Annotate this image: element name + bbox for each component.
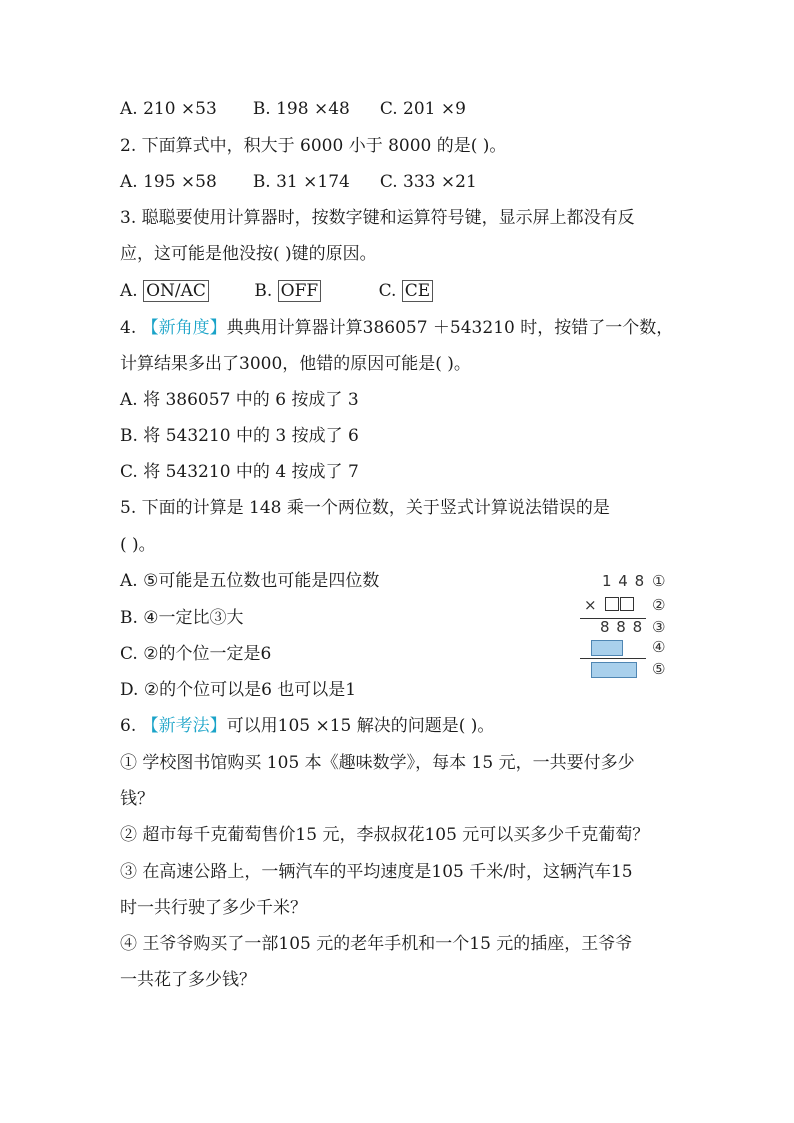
q5-option-d: D. ②的个位可以是6 也可以是1 — [120, 680, 357, 700]
q3-key-on-ac: ON/AC — [143, 280, 209, 302]
q1-options — [120, 97, 466, 121]
figure-marker-3: ③ — [652, 618, 666, 636]
q5-option-c: C. ②的个位一定是6 — [120, 644, 272, 664]
q2-options — [120, 170, 477, 194]
q6-item-3-line1: ③ 在高速公路上，一辆汽车的平均速度是105 千米/时，这辆汽车15 — [120, 862, 633, 882]
figure-marker-5: ⑤ — [652, 660, 666, 678]
blank-square-icon — [620, 597, 634, 611]
q1-option-b: B. 198 ×48 — [252, 99, 350, 119]
figure-rule-2 — [580, 658, 646, 659]
q1-option-a: A. 210 ×53 — [120, 99, 217, 119]
q5-option-a: A. ⑤可能是五位数也可能是四位数 — [120, 571, 380, 591]
blank-square-icon — [605, 597, 619, 611]
q6-tag: 【新考法】 — [141, 716, 227, 736]
q4-tag: 【新角度】 — [141, 318, 227, 338]
q3-stem-line1: 3. 聪聪要使用计算器时，按数字键和运算符号键，显示屏上都没有反 — [120, 208, 635, 228]
q2-option-b: B. 31 ×174 — [252, 172, 350, 192]
figure-box-5 — [591, 662, 637, 678]
q3-options — [120, 279, 433, 303]
q5-option-b: B. ④一定比③大 — [120, 608, 244, 628]
figure-times-sign: × — [584, 596, 597, 614]
q3-option-a-prefix: A. — [120, 281, 144, 301]
q6-item-4-line1: ④ 王爷爷购买了一部105 元的老年手机和一个15 元的插座，王爷爷 — [120, 934, 633, 954]
q2-stem: 2. 下面算式中，积大于 6000 小于 8000 的是( )。 — [120, 136, 507, 156]
q4-option-a: A. 将 386057 中的 6 按成了 3 — [120, 390, 359, 410]
q2-option-a: A. 195 ×58 — [120, 172, 217, 192]
q5-stem-line2: ( )。 — [120, 535, 156, 555]
figure-multiplier-boxes — [604, 596, 634, 614]
q3-stem-line2: 应，这可能是他没按( )键的原因。 — [120, 244, 377, 264]
q4-stem-line2: 计算结果多出了3000，他错的原因可能是( )。 — [120, 354, 471, 374]
q6-item-2: ② 超市每千克葡萄售价15 元，李叔叔花105 元可以买多少千克葡萄？ — [120, 825, 650, 845]
q3-option-b-prefix: B. — [254, 281, 278, 301]
q4-option-b: B. 将 543210 中的 3 按成了 6 — [120, 426, 359, 446]
figure-box-4 — [591, 640, 623, 656]
q6-item-4-line2: 一共花了多少钱？ — [120, 970, 256, 990]
q1-option-c: C. 201 ×9 — [379, 99, 466, 119]
q3-key-off: OFF — [278, 280, 322, 302]
figure-marker-4: ④ — [652, 638, 666, 656]
q4-option-c: C. 将 543210 中的 4 按成了 7 — [120, 462, 359, 482]
figure-marker-2: ② — [652, 596, 666, 614]
q3-key-ce: CE — [402, 280, 433, 302]
figure-marker-1: ① — [652, 572, 666, 590]
q6-item-3-line2: 时一共行驶了多少千米？ — [120, 898, 307, 918]
q4-number: 4. — [120, 318, 142, 338]
multiplication-figure — [580, 572, 680, 682]
q6-stem — [120, 714, 494, 738]
figure-partial-product: 8 8 8 — [600, 618, 644, 636]
q3-option-c-prefix: C. — [378, 281, 402, 301]
q6-item-1-line2: 钱？ — [120, 789, 154, 809]
q6-item-1-line1: ① 学校图书馆购买 105 本《趣味数学》，每本 15 元，一共要付多少 — [120, 753, 635, 773]
q6-stem-text: 可以用105 ×15 解决的问题是( )。 — [226, 716, 495, 736]
q5-stem-line1: 5. 下面的计算是 148 乘一个两位数，关于竖式计算说法错误的是 — [120, 498, 610, 518]
q2-option-c: C. 333 ×21 — [379, 172, 477, 192]
q4-stem-text: 典典用计算器计算386057 ＋543210 时，按错了一个数， — [226, 318, 674, 338]
q6-number: 6. — [120, 716, 142, 736]
q4-stem-line1 — [120, 316, 673, 340]
figure-multiplicand: 1 4 8 — [602, 572, 646, 590]
